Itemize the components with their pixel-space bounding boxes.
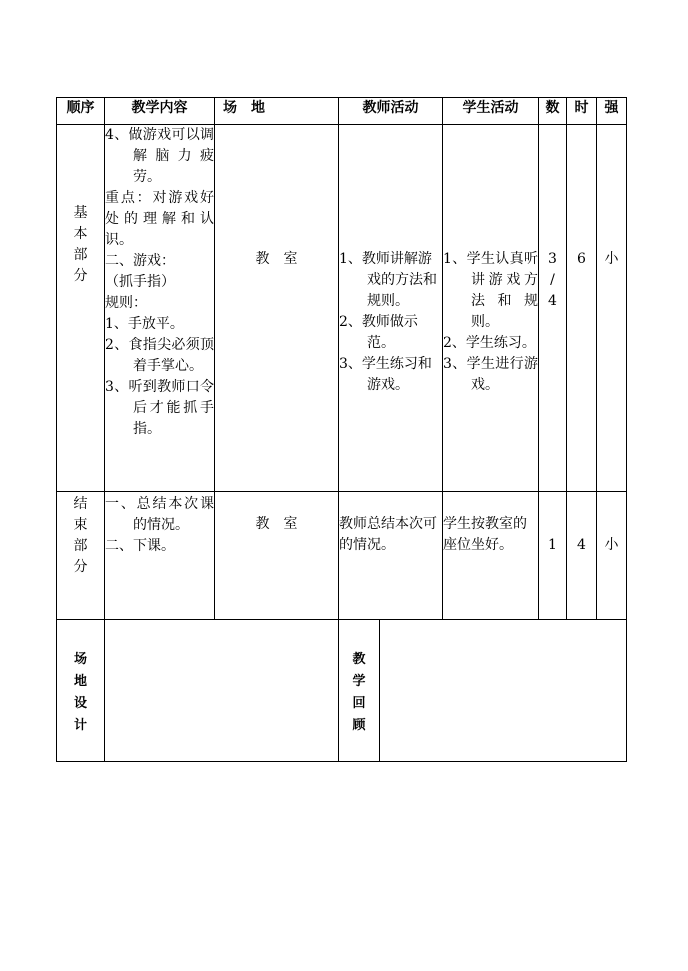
header-time: 时 (567, 98, 597, 125)
list-item: 二、下课。 (105, 538, 175, 554)
ending-teacher-cell (339, 492, 443, 620)
list-item: 一、总结本次课的情况。 (105, 496, 214, 533)
basic-time: 6 (577, 251, 586, 267)
list-item: 3、学生进行游戏。 (443, 356, 538, 393)
ending-venue: 教 室 (255, 516, 298, 532)
list-item: 1、学生认真听讲游戏方法和规则。 (443, 251, 538, 330)
header-student: 学生活动 (443, 98, 539, 125)
ending-student-cell (443, 492, 539, 620)
ending-time-cell (567, 492, 597, 620)
footer-row (57, 620, 627, 762)
ending-venue-cell (215, 492, 339, 620)
ending-count-cell (539, 492, 567, 620)
ending-intensity-cell (597, 492, 627, 620)
basic-student-cell (443, 125, 539, 492)
site-design-area (105, 620, 339, 762)
header-venue: 场 地 (215, 98, 339, 125)
basic-content-list (105, 125, 214, 440)
basic-teacher-list (339, 249, 442, 396)
header-order: 顺序 (57, 98, 105, 125)
review-label-column (339, 620, 380, 761)
list-item: 3、听到教师口令后才能抓手指。 (105, 379, 214, 437)
basic-teacher-cell (339, 125, 443, 492)
header-teacher: 教师活动 (339, 98, 443, 125)
list-item: 2、教师做示范。 (339, 314, 418, 351)
basic-intensity: 小 (604, 251, 619, 267)
list-item: 3、学生练习和游戏。 (339, 356, 432, 393)
basic-order-cell (57, 125, 105, 492)
ending-order-cell (57, 492, 105, 620)
list-item: 规则： (105, 295, 147, 311)
list-item: 1、手放平。 (105, 316, 184, 332)
review-wrapper (339, 620, 626, 761)
header-row (57, 98, 627, 125)
ending-student: 学生按教室的座位坐好。 (443, 516, 527, 553)
list-item: 1、教师讲解游戏的方法和规则。 (339, 251, 437, 309)
header-intensity: 强 (597, 98, 627, 125)
basic-venue-cell (215, 125, 339, 492)
basic-content-cell (105, 125, 215, 492)
list-item: 2、食指尖必须顶着手掌心。 (105, 337, 214, 374)
ending-order-label: 结 束 部 分 (73, 496, 88, 575)
site-design-label: 场 地 设 计 (73, 652, 87, 733)
review-label: 教 学 回 顾 (352, 652, 366, 733)
site-design-label-cell (57, 620, 105, 762)
basic-intensity-cell (597, 125, 627, 492)
list-item: 4、做游戏可以调解脑力疲劳。 (105, 127, 214, 185)
basic-count: 3 / 4 (548, 251, 557, 309)
ending-content-cell (105, 492, 215, 620)
ending-teacher: 教师总结本次可的情况。 (339, 516, 437, 553)
header-content: 教学内容 (105, 98, 215, 125)
basic-time-cell (567, 125, 597, 492)
list-item: 2、学生练习。 (443, 335, 536, 351)
ending-intensity: 小 (604, 537, 619, 553)
header-count: 数 (539, 98, 567, 125)
list-item: （抓手指） (105, 274, 175, 290)
review-area (380, 620, 626, 761)
basic-student-list (443, 249, 538, 396)
basic-count-cell (539, 125, 567, 492)
basic-part-row (57, 125, 627, 492)
list-item: 二、游戏： (105, 253, 175, 269)
basic-venue: 教 室 (255, 251, 298, 267)
review-cell (339, 620, 627, 762)
ending-content-list (105, 494, 214, 557)
ending-time: 4 (577, 537, 586, 553)
list-item: 重点：对游戏好处的理解和认识。 (105, 190, 214, 248)
lesson-plan-table (56, 97, 627, 762)
ending-count: 1 (548, 537, 557, 553)
basic-order-label: 基 本 部 分 (73, 205, 88, 284)
ending-part-row (57, 492, 627, 620)
